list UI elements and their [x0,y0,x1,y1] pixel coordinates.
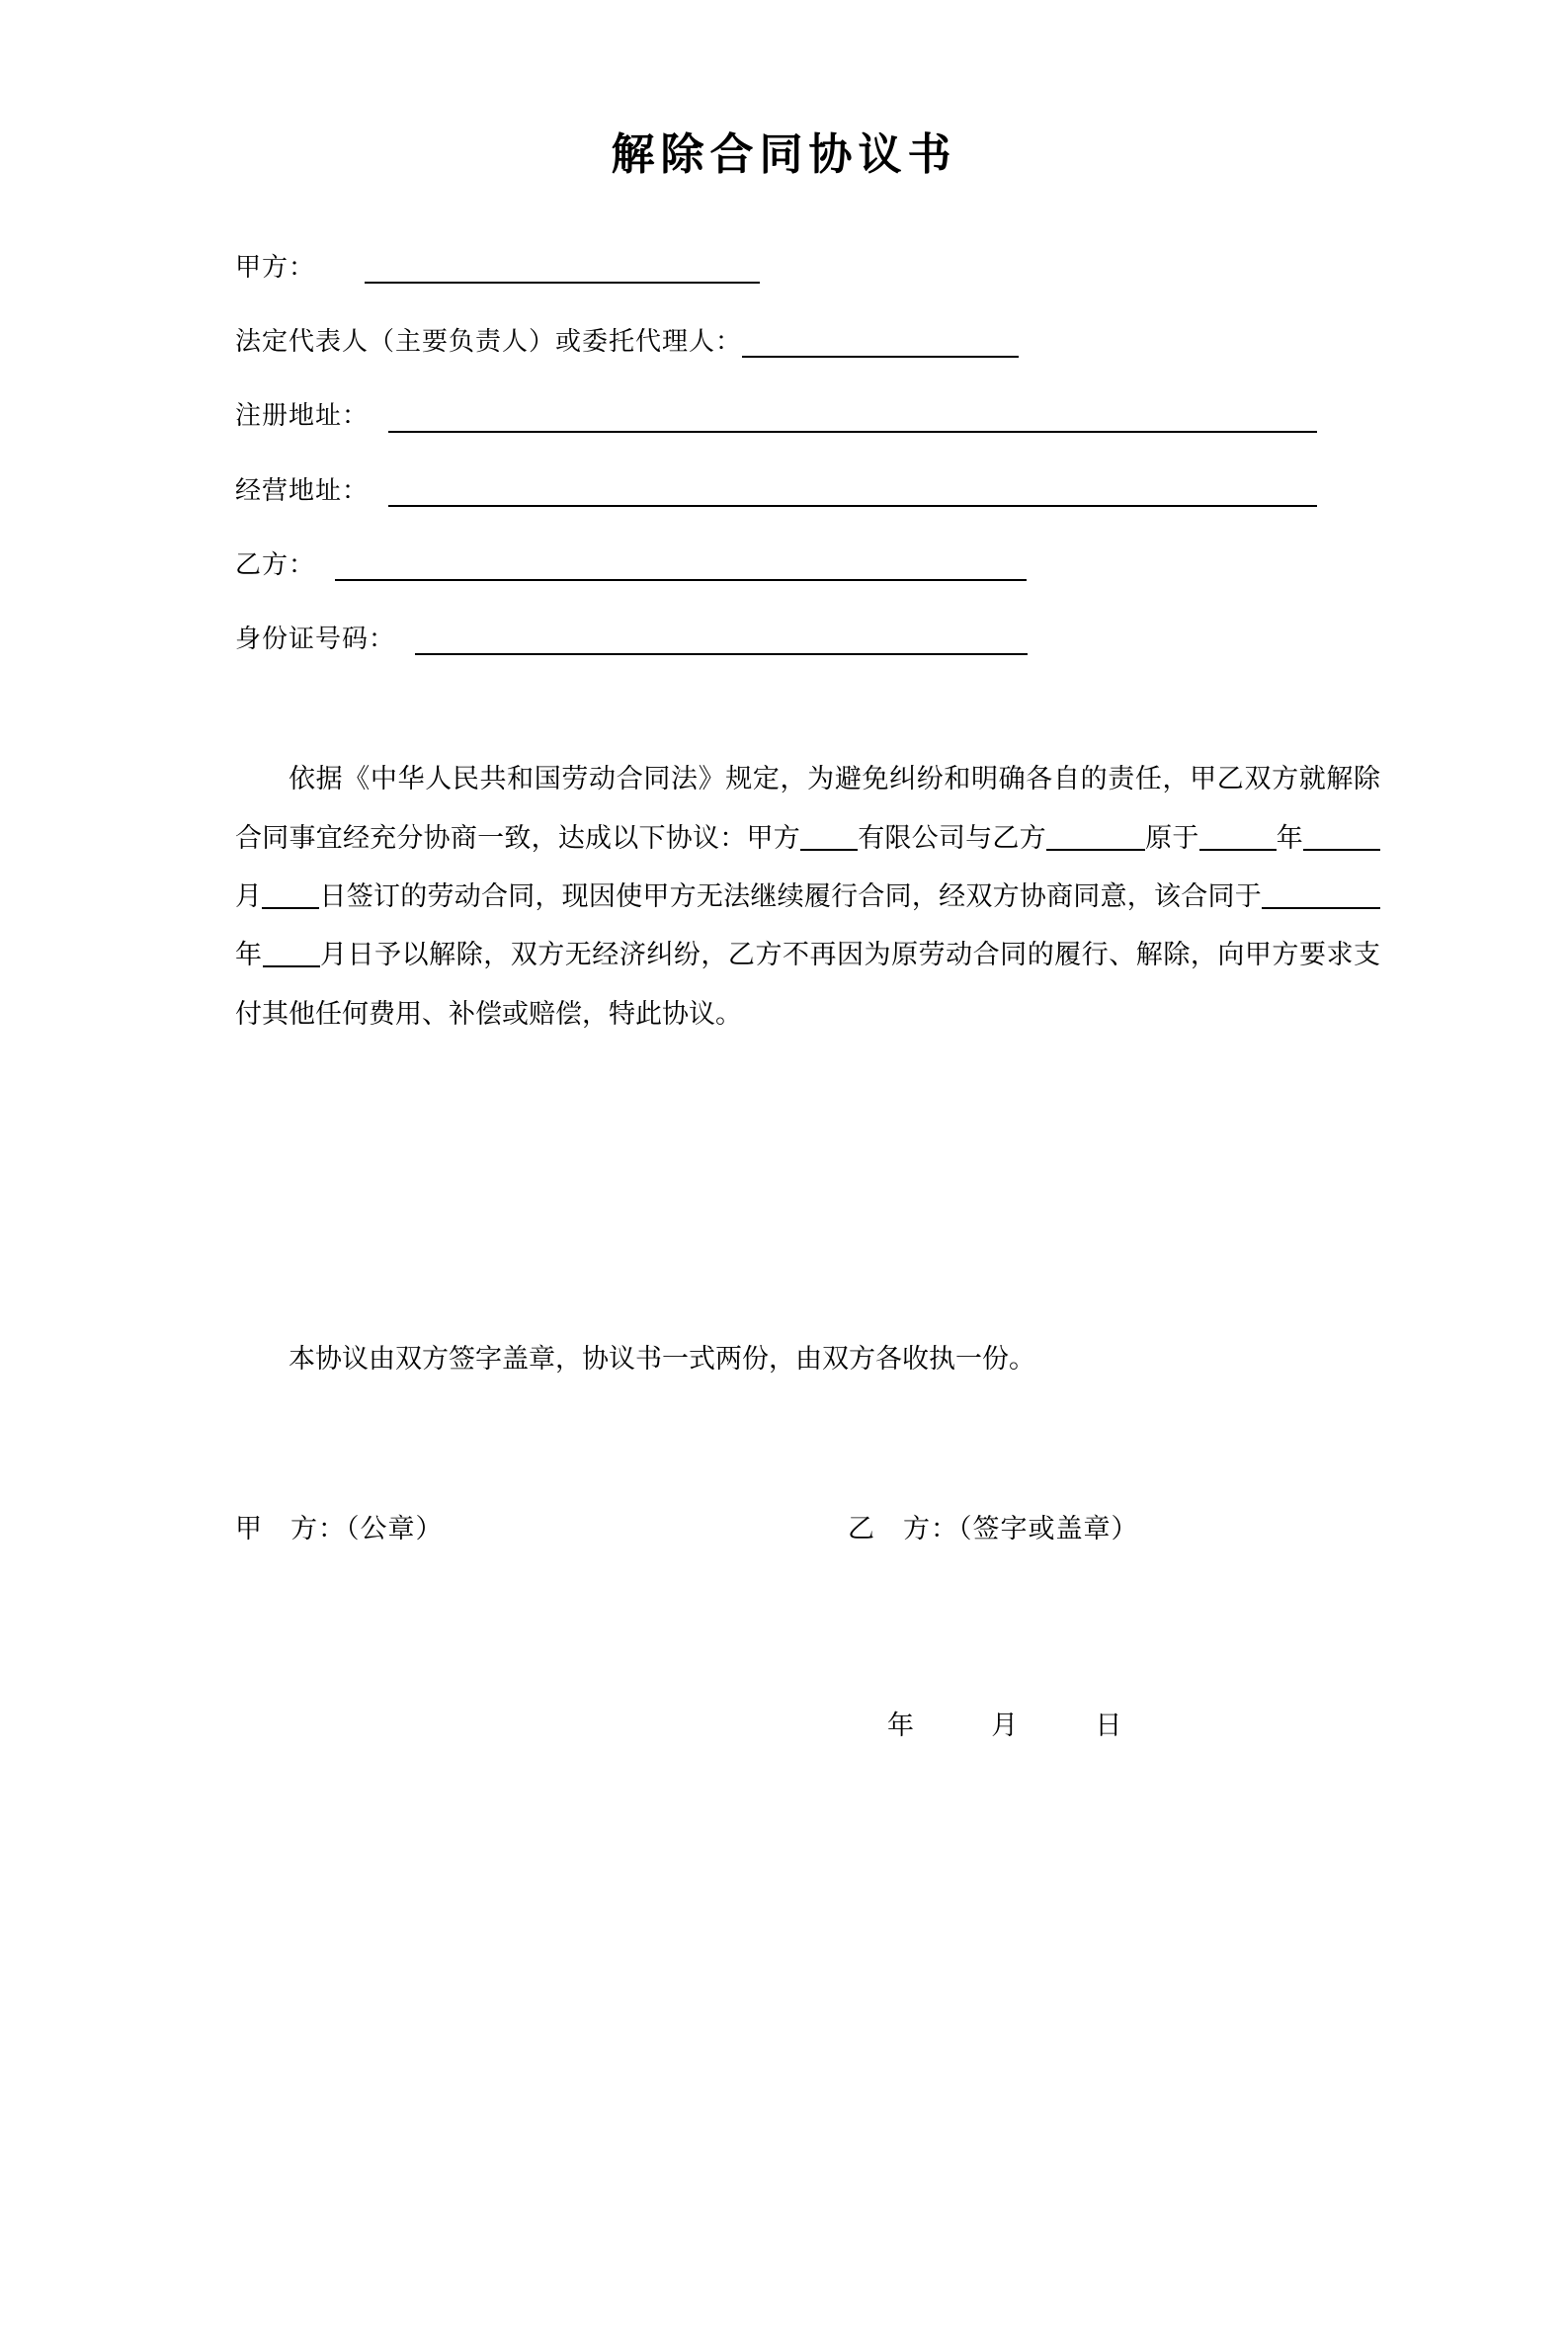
body-text-6: 日签订的劳动合同，现因使甲方无法继续履行合同，经双方协商同意，该合同于 [319,880,1263,912]
body-blank-year-1[interactable] [1199,849,1277,851]
signature-row [0,1507,1568,1545]
body-blank-month-2[interactable] [263,965,320,967]
date-year-label: 年 [887,1711,915,1742]
field-label-business-address: 经营地址： [235,475,370,506]
closing-statement [0,1330,1568,1388]
field-blank-registered-address[interactable] [388,407,1317,433]
field-label-party-a: 甲方： [235,253,316,283]
page-title: 解除合同协议书 [611,129,957,180]
date-month-label: 月 [991,1711,1020,1742]
body-blank-day-1[interactable] [262,907,319,909]
date-row [0,1704,1568,1742]
body-blank-year-2[interactable] [1262,907,1380,909]
body-blank-month-1[interactable] [1303,849,1380,851]
body-text-4: 年 [1276,822,1304,854]
field-label-id-number: 身份证号码： [235,624,396,654]
field-label-party-b: 乙方： [235,549,316,580]
date-day-label: 日 [1095,1711,1123,1742]
field-row-business-address [235,476,1420,507]
body-text-1: 依据《中华人民共和国劳动合同法》规定，为避免纠纷和明确各自的责任，甲乙双方就解除合同事宜经充分协商一致，达成以下协议：甲方 [235,764,1380,854]
field-blank-legal-rep[interactable] [742,332,1019,358]
closing-text: 本协议由双方签字盖章，协议书一式两份，由双方各收执一份。 [289,1344,1035,1376]
body-blank-party-b[interactable] [1046,849,1145,851]
field-blank-business-address[interactable] [388,481,1317,507]
field-row-legal-rep [235,327,1420,358]
body-text-8: 月日予以解除，双方无经济纠纷，乙方不再因为原劳动合同的履行、解除，向甲方要求支付其他任何费用、补偿或赔偿，特此协议。 [235,940,1381,1030]
party-fields [0,253,1568,655]
signature-party-b[interactable]: 乙 方：（签字或盖章） [848,1514,1139,1545]
agreement-body [0,750,1568,1043]
field-blank-party-b[interactable] [335,555,1027,581]
field-blank-id-number[interactable] [415,629,1028,655]
field-blank-party-a[interactable] [365,258,760,284]
body-text-3: 原于 [1144,822,1199,854]
body-text-5: 月 [235,880,263,912]
field-row-party-b [235,550,1420,581]
body-text-2: 有限公司与乙方 [857,822,1046,854]
document-page [0,119,1568,2337]
field-label-registered-address: 注册地址： [235,401,370,432]
field-label-legal-rep: 法定代表人（主要负责人）或委托代理人： [235,327,743,358]
field-row-party-a [235,253,1420,284]
date-line [887,1704,1568,1742]
agreement-paragraph [235,750,1380,1043]
body-text-7: 年 [235,940,263,971]
field-row-id-number [235,625,1420,655]
field-row-registered-address [235,401,1420,432]
body-blank-company[interactable] [800,849,858,851]
signature-party-a[interactable]: 甲 方：（公章） [235,1514,444,1545]
